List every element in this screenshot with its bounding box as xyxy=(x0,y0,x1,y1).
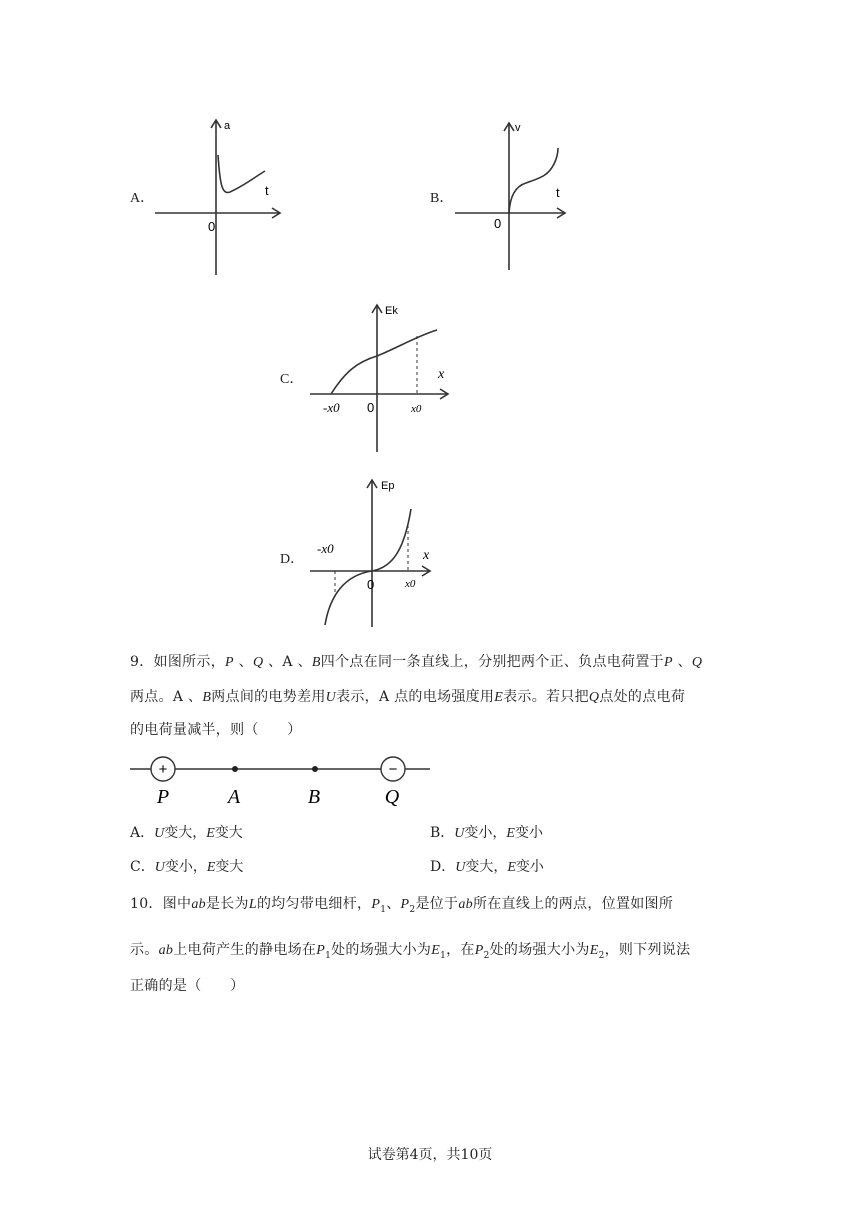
q9-choice-c[interactable]: C．U变小，E变大 xyxy=(130,859,244,875)
x-axis-label: t xyxy=(556,185,560,200)
origin-label: 0 xyxy=(367,577,375,592)
y-axis-label: Ek xyxy=(385,305,398,317)
curve-c xyxy=(331,330,437,394)
point-b xyxy=(312,766,318,772)
y-axis-label: Ep xyxy=(381,480,395,492)
q9-choice-a[interactable]: A．U变大，E变大 xyxy=(130,825,243,841)
label-a: A xyxy=(227,786,241,808)
origin-label: 0 xyxy=(494,216,502,231)
page-footer: 试卷第4页，共10页 xyxy=(367,1147,493,1163)
origin-label: 0 xyxy=(208,219,216,234)
x-axis-label: t xyxy=(265,183,269,198)
q9-line-1: 9．如图所示，P 、Q 、A 、B四个点在同一条直线上，分别把两个正、负点电荷置于P 、Q xyxy=(130,654,703,670)
point-a xyxy=(232,766,238,772)
origin-label: 0 xyxy=(367,400,375,415)
neg-x0-label: -x0 xyxy=(323,400,340,415)
q10-line-2: 示。ab上电荷产生的静电场在$P_1$处的场强大小为$E_1$，在$P_2$处的场强大小为$E_2$，则下列说法 xyxy=(130,942,691,961)
option-d-label: D． xyxy=(280,552,305,567)
plus-sign: + xyxy=(158,761,168,778)
q9-choice-d[interactable]: D．U变大，E变小 xyxy=(430,859,544,875)
y-axis-label: v xyxy=(515,122,521,134)
q9-line-2: 两点。A 、B两点间的电势差用U表示，A 点的电场强度用E表示。若只把Q点处的点电荷 xyxy=(130,689,686,705)
option-b-label: B． xyxy=(430,191,454,206)
x0-label: x0 xyxy=(411,403,422,415)
label-b: B xyxy=(307,786,321,808)
graph-c xyxy=(305,300,465,460)
graph-a xyxy=(150,115,290,280)
q9-line-3: 的电荷量减半，则（ ） xyxy=(130,722,302,738)
minus-sign: − xyxy=(388,761,398,778)
graph-d xyxy=(305,475,465,635)
option-c-label: C． xyxy=(280,372,304,387)
q10-line-1: 10．图中ab是长为L的均匀带电细杆，$P_1$、$P_2$是位于ab所在直线上的两点，位置如图所 xyxy=(130,896,674,915)
option-a-label: A． xyxy=(130,191,155,206)
label-q: Q xyxy=(384,786,400,808)
curve-b xyxy=(509,148,558,213)
q9-choice-b[interactable]: B．U变小，E变小 xyxy=(430,825,543,841)
curve-a xyxy=(218,155,265,193)
x0-label: x0 xyxy=(405,578,416,590)
q10-line-3: 正确的是（ ） xyxy=(130,978,245,994)
neg-x0-label: -x0 xyxy=(317,541,334,556)
y-axis-label: a xyxy=(224,120,231,132)
x-axis-label: x xyxy=(423,548,430,563)
x-axis-label: x xyxy=(438,367,445,382)
curve-d xyxy=(325,509,411,625)
label-p: P xyxy=(156,786,170,808)
q9-figure xyxy=(130,755,440,815)
graph-b xyxy=(450,120,575,275)
